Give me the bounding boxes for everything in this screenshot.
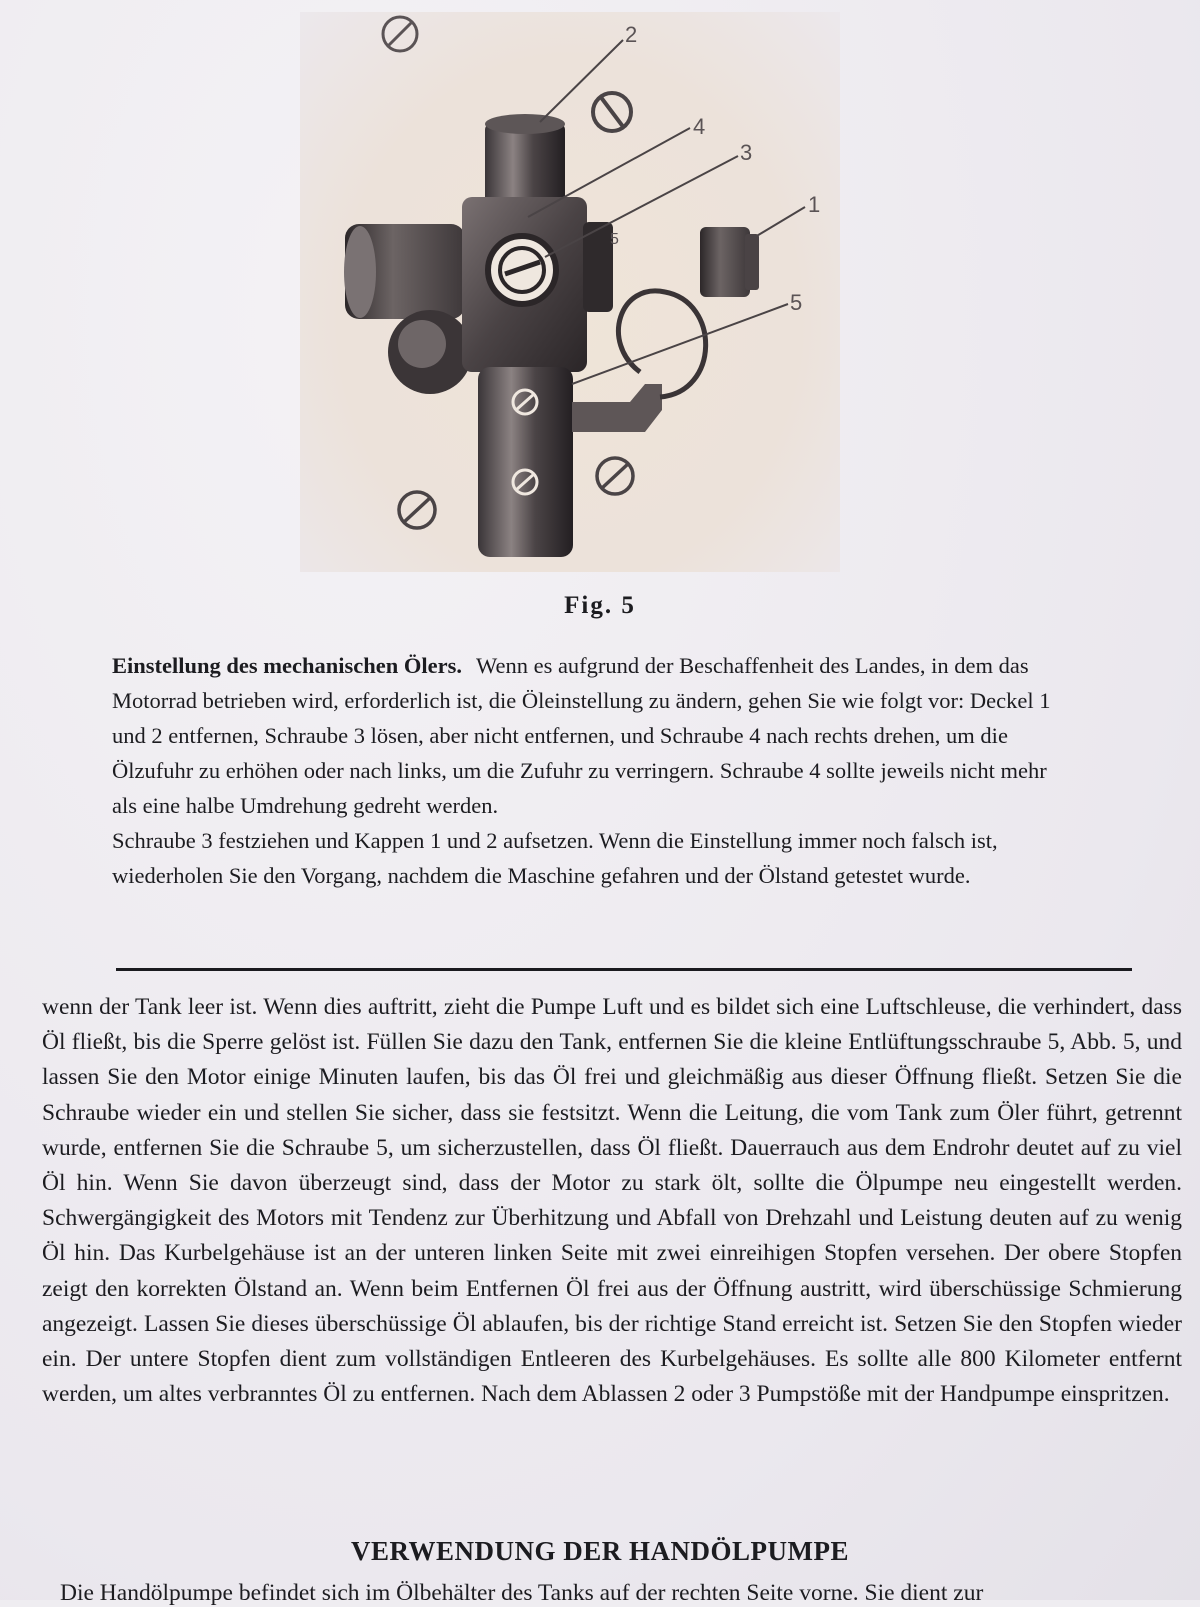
callout-4: 4 [693,114,706,139]
cut-off-text-line: Die Handölpumpe befindet sich im Ölbehälter des Tanks auf der rechten Seite vorne. Sie dient zur [60,1580,984,1606]
section-body-text: Wenn es aufgrund der Beschaffenheit des Landes, in dem das Motorrad betrieben wird, erforderlich ist, die Öleinstellung zu ändern, gehen Sie wie folgt vor: Deckel 1 und 2 entfernen, Schraube 3 lösen, aber nicht entfernen, und Schraube 4 nach rechts drehen, um die Ölzufuhr zu erhöhen oder nach links, um die Zufuhr zu verringern. Schraube 4 sollte jeweils nicht mehr als eine halbe Umdrehung gedreht werden. [112,653,1051,818]
callout-2: 2 [625,22,638,47]
callout-5-small: 5 [610,231,619,248]
oiler-illustration [300,12,840,572]
callout-5: 5 [790,290,803,315]
screw-top-left [383,17,417,51]
oiler-adjustment-paragraph [112,648,1072,823]
screw-top-right [593,93,631,131]
screw-bottom-left [399,492,435,528]
horizontal-divider [116,968,1132,971]
section-lead-heading: Einstellung des mechanischen Ölers. [112,653,463,678]
callout-1: 1 [808,192,821,217]
hand-oil-pump-heading: VERWENDUNG DER HANDÖLPUMPE [350,1536,850,1566]
figure-caption: Fig. 5 [564,592,636,619]
maintenance-paragraph: wenn der Tank leer ist. Wenn dies auftritt, zieht die Pumpe Luft und es bildet sich eine Luftschleuse, die verhindert, dass Öl fließt, bis die Sperre gelöst ist. Füllen Sie dazu den Tank, entfernen Sie die kleine Entlüftungsschraube 5, Abb. 5, und lassen Sie den Motor einige Minuten laufen, bis das Öl frei und gleichmäßig aus dieser Öffnung fließt. Setzen Sie die Schraube wieder ein und stellen Sie sicher, dass sie festsitzt. Wenn die Leitung, die vom Tank zum Öler führt, getrennt wurde, entfernen Sie die Schraube 5, um sicherzustellen, dass Öl fließt. Dauerrauch aus dem Endrohr deutet auf zu viel Öl hin. Wenn Sie davon überzeugt sind, dass der Motor zu stark ölt, sollte die Ölpumpe neu eingestellt werden. Schwergängigkeit des Motors mit Tendenz zur Überhitzung und Abfall von Drehzahl und Leistung deuten auf zu wenig Öl hin. Das Kurbelgehäuse ist an der unteren linken Seite mit zwei einreihigen Stopfen versehen. Der obere Stopfen zeigt den korrekten Ölstand an. Wenn beim Entfernen Öl frei aus der Öffnung austritt, wird überschüssige Schmierung angezeigt. Lassen Sie dieses überschüssige Öl ablaufen, bis der richtige Stand erreicht ist. Setzen Sie den Stopfen wieder ein. Der untere Stopfen dient zum vollständigen Entleeren des Kurbelgehäuses. Es sollte alle 800 Kilometer entfernt werden, um altes verbranntes Öl zu entfernen. Nach dem Ablassen 2 oder 3 Pumpstöße mit der Handpumpe einspritzen. [42,994,1182,1408]
callout-3: 3 [740,140,753,165]
oil-pump-maintenance-section [42,990,1182,1412]
oiler-adjustment-section [112,648,1072,893]
oiler-adjustment-paragraph-2: Schraube 3 festziehen und Kappen 1 und 2 aufsetzen. Wenn die Einstellung immer noch falsch ist, wiederholen Sie den Vorgang, nachdem die Maschine gefahren und der Ölstand getestet wurde. [112,828,998,888]
screw-bottom-right [597,458,633,494]
